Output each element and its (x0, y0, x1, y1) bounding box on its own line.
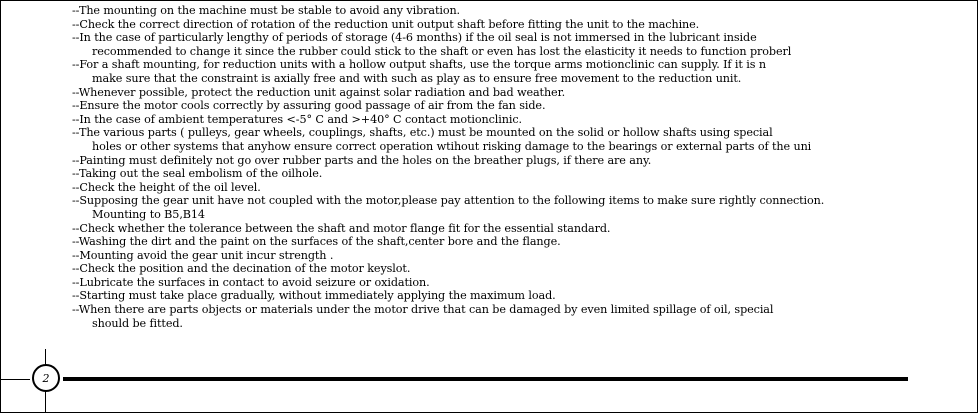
text-line: --Check the position and the decination of the motor keyslot. (72, 262, 411, 276)
text-line: --Check whether the tolerance between the shaft and motor flange fit for the essential standard. (72, 221, 611, 235)
page-number: 2 (42, 371, 50, 385)
text-line: --The various parts ( pulleys, gear wheels, couplings, shafts, etc.) must be mounted on the solid or hollow shafts using special (72, 126, 773, 140)
text-line: --The mounting on the machine must be stable to avoid any vibration. (72, 4, 461, 17)
text-line-continuation: should be fitted. (92, 316, 183, 330)
page-number-badge (32, 364, 60, 392)
text-line: --Lubricate the surfaces in contact to avoid seizure or oxidation. (72, 275, 430, 289)
text-line-continuation: Mounting to B5,B14 (92, 207, 205, 221)
text-line: --When there are parts objects or materials under the motor drive that can be damaged by even limited spillage of oil, special (72, 303, 774, 317)
text-line: --Ensure the motor cools correctly by assuring good passage of air from the fan side. (72, 99, 546, 113)
text-line: --In the case of particularly lengthy of periods of storage (4-6 months) if the oil seal is not immersed in the lubricant inside (72, 31, 757, 45)
text-line-continuation: make sure that the constraint is axially free and with such as play as to ensure free movement to the reduction unit. (92, 71, 742, 85)
footer-thick-rule (63, 377, 908, 381)
text-line: --Starting must take place gradually, without immediately applying the maximum load. (72, 289, 556, 303)
text-line: --Mounting avoid the gear unit incur strength . (72, 248, 334, 262)
instruction-text (72, 4, 972, 330)
text-line-continuation: holes or other systems that anyhow ensure correct operation wtihout risking damage to the bearings or external parts of the uni (92, 139, 812, 153)
text-line: --Taking out the seal embolism of the oilhole. (72, 167, 323, 181)
footer-left-rule (0, 379, 30, 380)
text-line: --For a shaft mounting, for reduction units with a hollow output shafts, use the torque arms motionclinic can supply. If it is n (72, 58, 766, 72)
text-line: --Whenever possible, protect the reduction unit against solar radiation and bad weather. (72, 85, 566, 99)
text-line-continuation: recommended to change it since the rubber could stick to the shaft or even has lost the elasticity it needs to function proberl (92, 44, 792, 58)
text-line: --In the case of ambient temperatures <-5° C and >+40° C contact motionclinic. (72, 112, 522, 126)
text-line: --Check the height of the oil level. (72, 180, 261, 194)
text-line: --Painting must definitely not go over rubber parts and the holes on the breather plugs, if there are any. (72, 153, 652, 167)
text-line: --Washing the dirt and the paint on the surfaces of the shaft,center bore and the flange. (72, 235, 561, 249)
text-line: --Supposing the gear unit have not coupled with the motor,please pay attention to the following items to make sure rightly connection. (72, 194, 825, 208)
text-line: --Check the correct direction of rotation of the reduction unit output shaft before fitting the unit to the machine. (72, 17, 700, 31)
